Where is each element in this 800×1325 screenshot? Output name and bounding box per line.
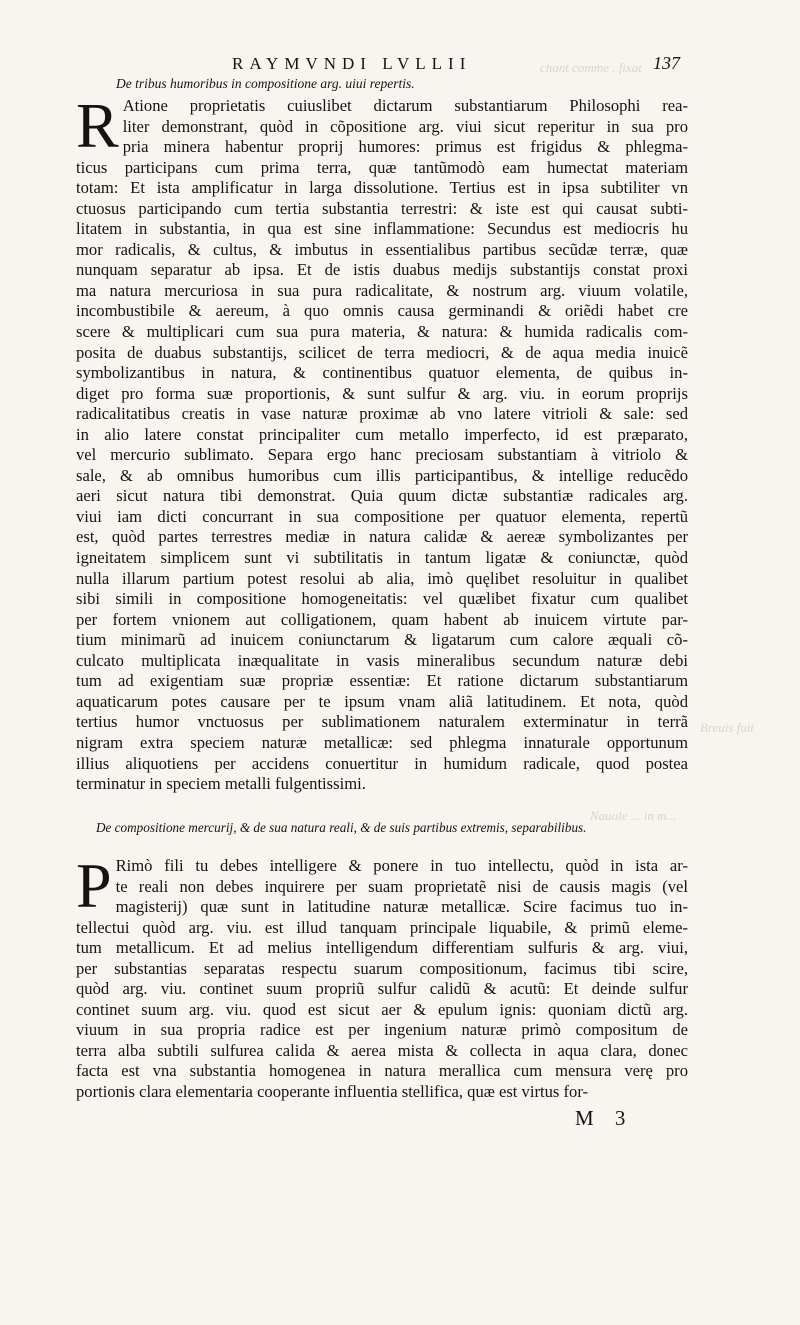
text-line: tium minimarũ ad inuicem coniunctarum & ligatarum cum calore æquali cõ- <box>76 630 688 650</box>
show-through-text: chant comme . fixat <box>540 60 642 75</box>
text-line: sibi simili in compositione homogeneitatis: vel quælibet fixatur cum qualibet <box>76 589 688 609</box>
text-line: per fortem vnionem aut colligationem, quam habent ab inuicem virtute par- <box>76 609 688 629</box>
text-line: aeri sicut natura tibi demonstrat. Quia quum dictæ substantiæ radicales arg. <box>76 486 688 506</box>
page-header <box>0 54 800 78</box>
text-line: tum ad exigentiam suæ propriæ essentiæ: Et ratione dictarum substantiarum <box>76 671 688 691</box>
text-line: viui iam dicti concurrant in sua compositione per quatuor elementa, repertũ <box>76 506 688 526</box>
section-2 <box>76 820 688 836</box>
text-line: Atione proprietatis cuiuslibet dictarum substantiarum Philosophi rea- <box>122 96 688 115</box>
section-title: De compositione mercurij, & de sua natura reali, & de suis partibus extremis, separabilibus. <box>96 820 587 835</box>
text-line: tellectui quòd arg. viu. est illud tanquam principale liquabile, & primũ eleme- <box>76 917 688 937</box>
text-line: nulla illarum partium potest resolui ab alia, imò quęlibet resoluitur in qualibet <box>76 568 688 588</box>
text-line: scere & multiplicari cum sua pura materia, & natura: & humida radicalis com- <box>76 322 688 342</box>
text-line: liter demonstrant, quòd in cõpositione arg. viui sicut reperitur in sua pro <box>122 116 688 136</box>
text-line: terra alba subtili sulfurea calida & aerea mista & collecta in aqua clara, donec <box>76 1040 688 1060</box>
page-number: 137 <box>653 53 680 73</box>
text-line: viuum in sua propria radice est per ingenium naturæ primò compositum de <box>76 1020 688 1040</box>
section-1 <box>76 76 688 92</box>
text-line: radicalitatibus creatis in vase naturæ proximæ ab vno latere vitrioli & sale: sed <box>76 404 688 424</box>
text-line: vel mercurio sublimato. Separa ergo hanc preciosam substantiam à vitriolo & <box>76 445 688 465</box>
signature-mark: M 3 <box>575 1106 634 1130</box>
text-line: facta est vna substantia homogenea in natura merallica cum mensura verę pro <box>76 1061 688 1081</box>
text-line: litatem in substantia, in qua est sine inflammatione: Secundus est mediocris hu <box>76 219 688 239</box>
section-title: De tribus humoribus in compositione arg. uiui repertis. <box>116 76 415 91</box>
text-line: continet suum arg. viu. quod est sicut aer & epulum ignis: quoniam dictũ arg. <box>76 999 688 1019</box>
section-2-body <box>76 850 688 1103</box>
text-line: per substantias separatas respectu suarum compositionum, facimus tibi scire, <box>76 958 688 978</box>
text-line: incombustibile & aereum, à quo omnis causa germinandi & oriẽdi habet cre <box>76 301 688 321</box>
text-line: ma natura mercuriosa in sua pura radicalitate, & nostrum arg. viuum volatile, <box>76 280 688 300</box>
show-through-text: Breuis fuit <box>700 720 755 735</box>
text-line: nigram extra speciem naturæ metallicæ: sed phlegma innaturale opportunum <box>76 732 688 752</box>
text-line: ticus participans cum prima terra, quæ tantũmodò eam humectat materiam <box>76 157 688 177</box>
text-line: est, quòd partes terrestres mediæ in natura calidæ & aereæ symbolizantes per <box>76 527 688 547</box>
text-line: aquaticarum potes causare per te ipsum vnam aliã latitudinem. Et nota, quòd <box>76 691 688 711</box>
text-line: pria minera habentur proprij humores: primus est frigidus & phlegma- <box>122 137 688 157</box>
text-line: totam: Et ista amplificatur in larga dissolutione. Tertius est in ipsa subtiliter vn <box>76 178 688 198</box>
text-line: diget pro forma suæ proportionis, & sunt sulfur & arg. viu. in eorum proprijs <box>76 383 688 403</box>
text-line: magisterij) quæ sunt in latitudine naturæ metallicæ. Scire facimus tuo in- <box>115 897 688 917</box>
text-line: sale, & ab omnibus humoribus cum illis participantibus, & intellige reducẽdo <box>76 465 688 485</box>
text-line: igneitatem simplicem sunt vi subtilitatis in tantum ligatæ & coniunctæ, quòd <box>76 548 688 568</box>
text-line: tum metallicum. Et ad melius intelligendum differentiam sulfuris & arg. viui, <box>76 938 688 958</box>
text-line: nunquam separatur ab ipsa. Et de istis duabus medijs substantijs constat proxi <box>76 260 688 280</box>
text-line: terminatur in speciem metalli fulgentissimi. <box>76 774 366 794</box>
text-line: quòd arg. viu. continet suum propriũ sulfur calidũ & acutũ: Et deinde sulfur <box>76 979 688 999</box>
text-line: mor radicalis, & cultus, & imbutus in essentialibus partibus secũdæ terræ, quæ <box>76 239 688 259</box>
text-line: ctuosus participando cum tertia substantia terrestri: & iste est qui causat subti- <box>76 198 688 218</box>
text-line: posita de duabus substantijs, scilicet de terra mediocri, & de aqua media inuicẽ <box>76 342 688 362</box>
text-line: te reali non debes inquirere per suam proprietatẽ nisi de causis magis (vel <box>115 876 688 896</box>
text-line: tertius humor vnctuosus per sublimationem naturalem exterminatur in terrã <box>76 712 688 732</box>
text-line: in alio latere constat principaliter cum metallo imperfecto, id est præparato, <box>76 424 688 444</box>
show-through-text: Nauole ... in m... <box>590 808 677 823</box>
text-line: culcato multiplicata inæqualitate in vasis mineralibus secundum naturæ debi <box>76 650 688 670</box>
drop-cap: R <box>76 90 119 161</box>
running-head: RAYMVNDI LVLLII <box>232 54 472 73</box>
text-line: symbolizantibus in natura, & continentibus quatuor elementa, de quibus in- <box>76 363 688 383</box>
text-line: Rimò fili tu debes intelligere & ponere in tuo intellectu, quòd in ista ar- <box>115 856 688 875</box>
text-line: portionis clara elementaria cooperante influentia stellifica, quæ est virtus for- <box>76 1082 589 1102</box>
drop-cap: P <box>76 850 112 921</box>
text-line: illius aliquotiens per accidens conuertitur in humidum radicale, quod postea <box>76 753 688 773</box>
section-1-body <box>76 90 688 795</box>
